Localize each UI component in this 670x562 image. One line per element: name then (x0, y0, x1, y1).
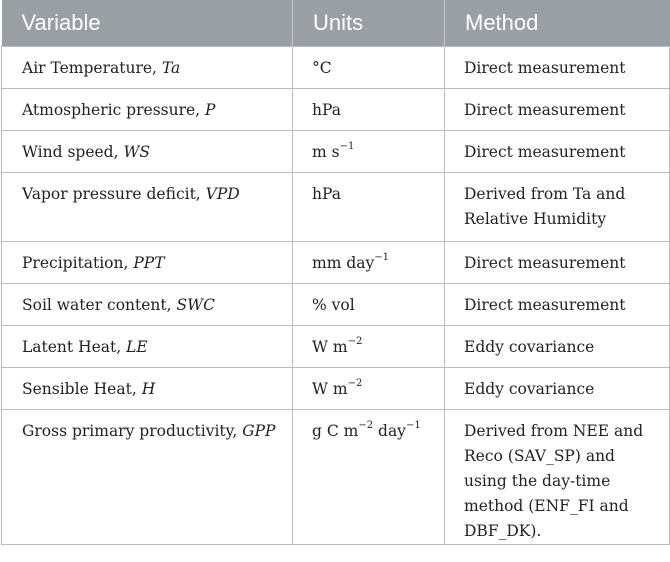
table-body (2, 46, 670, 544)
units-cell: % vol (293, 283, 445, 325)
header-variable: Variable (21, 9, 101, 35)
method-cell: Eddy covariance (445, 367, 670, 409)
variable-symbol: SWC (176, 295, 215, 314)
units-cell: mm day$^{-1}$ (293, 241, 445, 283)
variable-symbol: PPT (133, 253, 165, 272)
units-cell: hPa (293, 88, 445, 130)
variable-cell: Gross primary productivity, GPP (2, 409, 293, 544)
variable-cell: Air Temperature, Ta (2, 46, 293, 88)
variable-cell: Soil water content, SWC (2, 283, 293, 325)
variable-cell: Atmospheric pressure, P (2, 88, 293, 130)
variable-cell: Wind speed, WS (2, 130, 293, 172)
table-row (2, 409, 670, 544)
table-row (2, 130, 670, 172)
method-cell: Direct measurement (445, 283, 670, 325)
method-cell: Direct measurement (445, 88, 670, 130)
method-cell: Direct measurement (445, 130, 670, 172)
variable-cell: Precipitation, PPT (2, 241, 293, 283)
units-cell: g C $m^{-2}$ day$^{-1}$ (293, 409, 445, 544)
variable-cell: Vapor pressure deficit, VPD (2, 172, 293, 241)
header-method: Method (445, 0, 670, 46)
header-units: Units (293, 0, 445, 46)
variable-symbol: H (141, 379, 156, 398)
variable-symbol: LE (126, 337, 148, 356)
table-row (2, 241, 670, 283)
method-cell: Derived from NEE and Reco (SAV_SP) and using the day-time method (ENF_FI and DBF_DK). (445, 409, 670, 544)
variable-symbol: P (205, 100, 216, 119)
variable-cell: Sensible Heat, H (2, 367, 293, 409)
variable-symbol: WS (123, 142, 151, 161)
units-cell: hPa (293, 172, 445, 241)
units-cell: °C (293, 46, 445, 88)
units-cell: W $m^{-2}$ (293, 367, 445, 409)
method-cell: Direct measurement (445, 241, 670, 283)
header-row (2, 0, 670, 46)
table-row (2, 367, 670, 409)
units-cell: m $s^{-1}$ (293, 130, 445, 172)
table-row (2, 88, 670, 130)
variable-symbol: GPP (242, 421, 276, 440)
table-header (2, 0, 670, 46)
variable-symbol: Ta (161, 58, 181, 77)
method-cell: Direct measurement (445, 46, 670, 88)
table-row (2, 46, 670, 88)
variables-table (1, 0, 670, 545)
table-row (2, 172, 670, 241)
table-row (2, 283, 670, 325)
units-cell: W $m^{-2}$ (293, 325, 445, 367)
variable-symbol: VPD (205, 184, 240, 203)
method-cell: Derived from Ta and Relative Humidity (445, 172, 670, 241)
variable-cell: Latent Heat, LE (2, 325, 293, 367)
method-cell: Eddy covariance (445, 325, 670, 367)
table-row (2, 325, 670, 367)
